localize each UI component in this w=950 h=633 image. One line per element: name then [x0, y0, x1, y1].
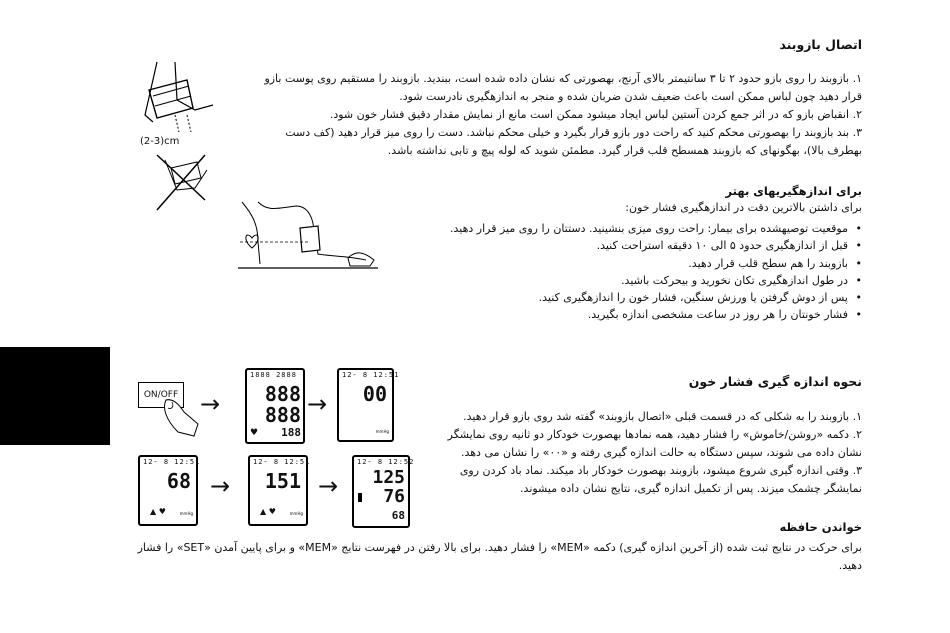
better-section-title: برای اندازهگیریهای بهتر — [725, 184, 862, 198]
seated-arm-illustration — [238, 194, 378, 274]
better-tips-list — [388, 220, 862, 324]
howto-step-1: ۱. بازوبند را به شکلی که در قسمت قبلی «اتصال بازوبند» گفته شد روی بازو قرار دهید. — [463, 410, 862, 423]
display-date-time: 1888 2888 — [250, 371, 297, 379]
inflate-icon: ▲ ♥ — [260, 507, 276, 516]
cuff-distance-label: (2-3)cm — [140, 136, 180, 147]
display-pressure: 151 — [264, 469, 301, 493]
inflate-icon: ▲ ♥ — [150, 507, 166, 516]
display-unit: mmHg — [179, 511, 193, 516]
list-item: • بازوبند را هم سطح قلب قرار دهید. — [388, 255, 848, 272]
cuff-step-1: ۱. بازوبند را روی بازو حدود ۲ تا ۳ سانتیمتر بالای آرنج، بهصورتی که نشان داده شده است، ببندید. بازوبند را مستقیم روی پوست بازو قرار دهید چون لباس ممکن است باعث ضعیف شدن ضربان شده و منجر به اندازهگیری نادرست شود. — [264, 72, 862, 103]
display-date-time: 12- 8 12:51 — [253, 458, 311, 466]
arrow-right-icon: → — [200, 390, 221, 418]
better-intro: برای داشتن بالاترین دقت در اندازهگیری فشار خون: — [625, 201, 862, 214]
display-date-time: 12- 8 12:51 — [342, 371, 400, 379]
cuff-step-2: ۲. انقباض بازو که در اثر جمع کردن آستین لباس ایجاد میشود ممکن است مانع از نمایش مقدار دقیق فشار خون شود. — [329, 108, 862, 121]
all-segments-display — [245, 368, 305, 444]
display-systolic: 125 — [372, 467, 405, 488]
cuff-instructions — [262, 70, 862, 160]
display-zero: 00 — [362, 382, 387, 406]
display-unit: mmHg — [375, 429, 389, 434]
cuff-step-3: ۳. بند بازوبند را بهصورتی محکم کنید که راحت دور بازو قرار بگیرد و خیلی محکم نباشد. دست را روی میز قرار دهید (کف دست بهطرف بالا)، بهگونهای که بازوبند همسطح قلب قرار گیرد. مطمئن شوید که لوله پیچ و تابی نداشته باشد. — [285, 126, 862, 157]
display-pulse: 188 — [281, 426, 301, 439]
result-display — [352, 455, 415, 528]
section-tab-marker — [0, 347, 110, 445]
cuff-section-title: اتصال بازوبند — [779, 37, 862, 52]
list-item: • فشار خونتان را هر روز در ساعت مشخصی اندازه بگیرید. — [388, 306, 848, 323]
onoff-button: ON/OFF — [138, 382, 184, 408]
finger-press-icon — [160, 398, 200, 438]
display-date-time: 12- 8 12:51 — [143, 458, 201, 466]
inflating-display — [248, 455, 311, 526]
level-bar — [358, 493, 362, 502]
arrow-right-icon: → — [318, 472, 339, 500]
display-pressure: 68 — [166, 469, 191, 493]
list-item: • موقعیت توصیهشده برای بیمار: راحت روی میزی بنشینید. دستتان را روی میز قرار دهید. — [388, 220, 848, 237]
howto-section-title: نحوه اندازه گیری فشار خون — [688, 374, 862, 389]
display-diastolic: 76 — [383, 486, 405, 507]
howto-step-2: ۲. دکمه «روشن/خاموش» را فشار دهید، همه نمادها بهصورت خودکار دو ثانیه روی نمایشگر نشان داده می شوند، سپس دستگاه به حالت اندازه گیری رفته و «۰۰» را نشان می دهد. — [447, 428, 862, 459]
zero-display — [337, 368, 400, 442]
list-item: • در طول اندازهگیری تکان نخورید و بیحرکت باشید. — [388, 272, 848, 289]
pulse-display — [138, 455, 201, 526]
heart-icon: ♥ — [250, 428, 259, 438]
display-sys: 888 — [264, 382, 301, 406]
howto-instructions — [422, 408, 862, 498]
list-item: • قبل از اندازهگیری حدود ۵ الی ۱۰ دقیقه استراحت کنید. — [388, 237, 848, 254]
arrow-right-icon: → — [307, 390, 328, 418]
display-dia: 888 — [264, 403, 301, 427]
display-pulse: 68 — [391, 509, 405, 522]
memory-section-title: خواندن حافظه — [779, 520, 862, 534]
arrow-right-icon: → — [210, 472, 231, 500]
memory-text: برای حرکت در نتایج ثبت شده (از آخرین اندازه گیری) دکمه «MEM» را فشار دهید. برای بالا رفتن در فهرست نتایج «MEM» و برای پایین آمدن «SET» را فشار دهید. — [137, 541, 862, 572]
howto-step-3: ۳. وقتی اندازه گیری شروع میشود، بازوبند بهصورت خودکار باد میکند. نماد باد کردن روی نمایشگر چشمک میزند. پس از تکمیل اندازه گیری، نتایج نشان داده میشوند. — [459, 464, 862, 495]
display-unit: mmHg — [289, 511, 303, 516]
display-date-time: 12- 8 12:52 — [357, 458, 415, 466]
list-item: • پس از دوش گرفتن یا ورزش سنگین، فشار خون را اندازهگیری کنید. — [388, 289, 848, 306]
